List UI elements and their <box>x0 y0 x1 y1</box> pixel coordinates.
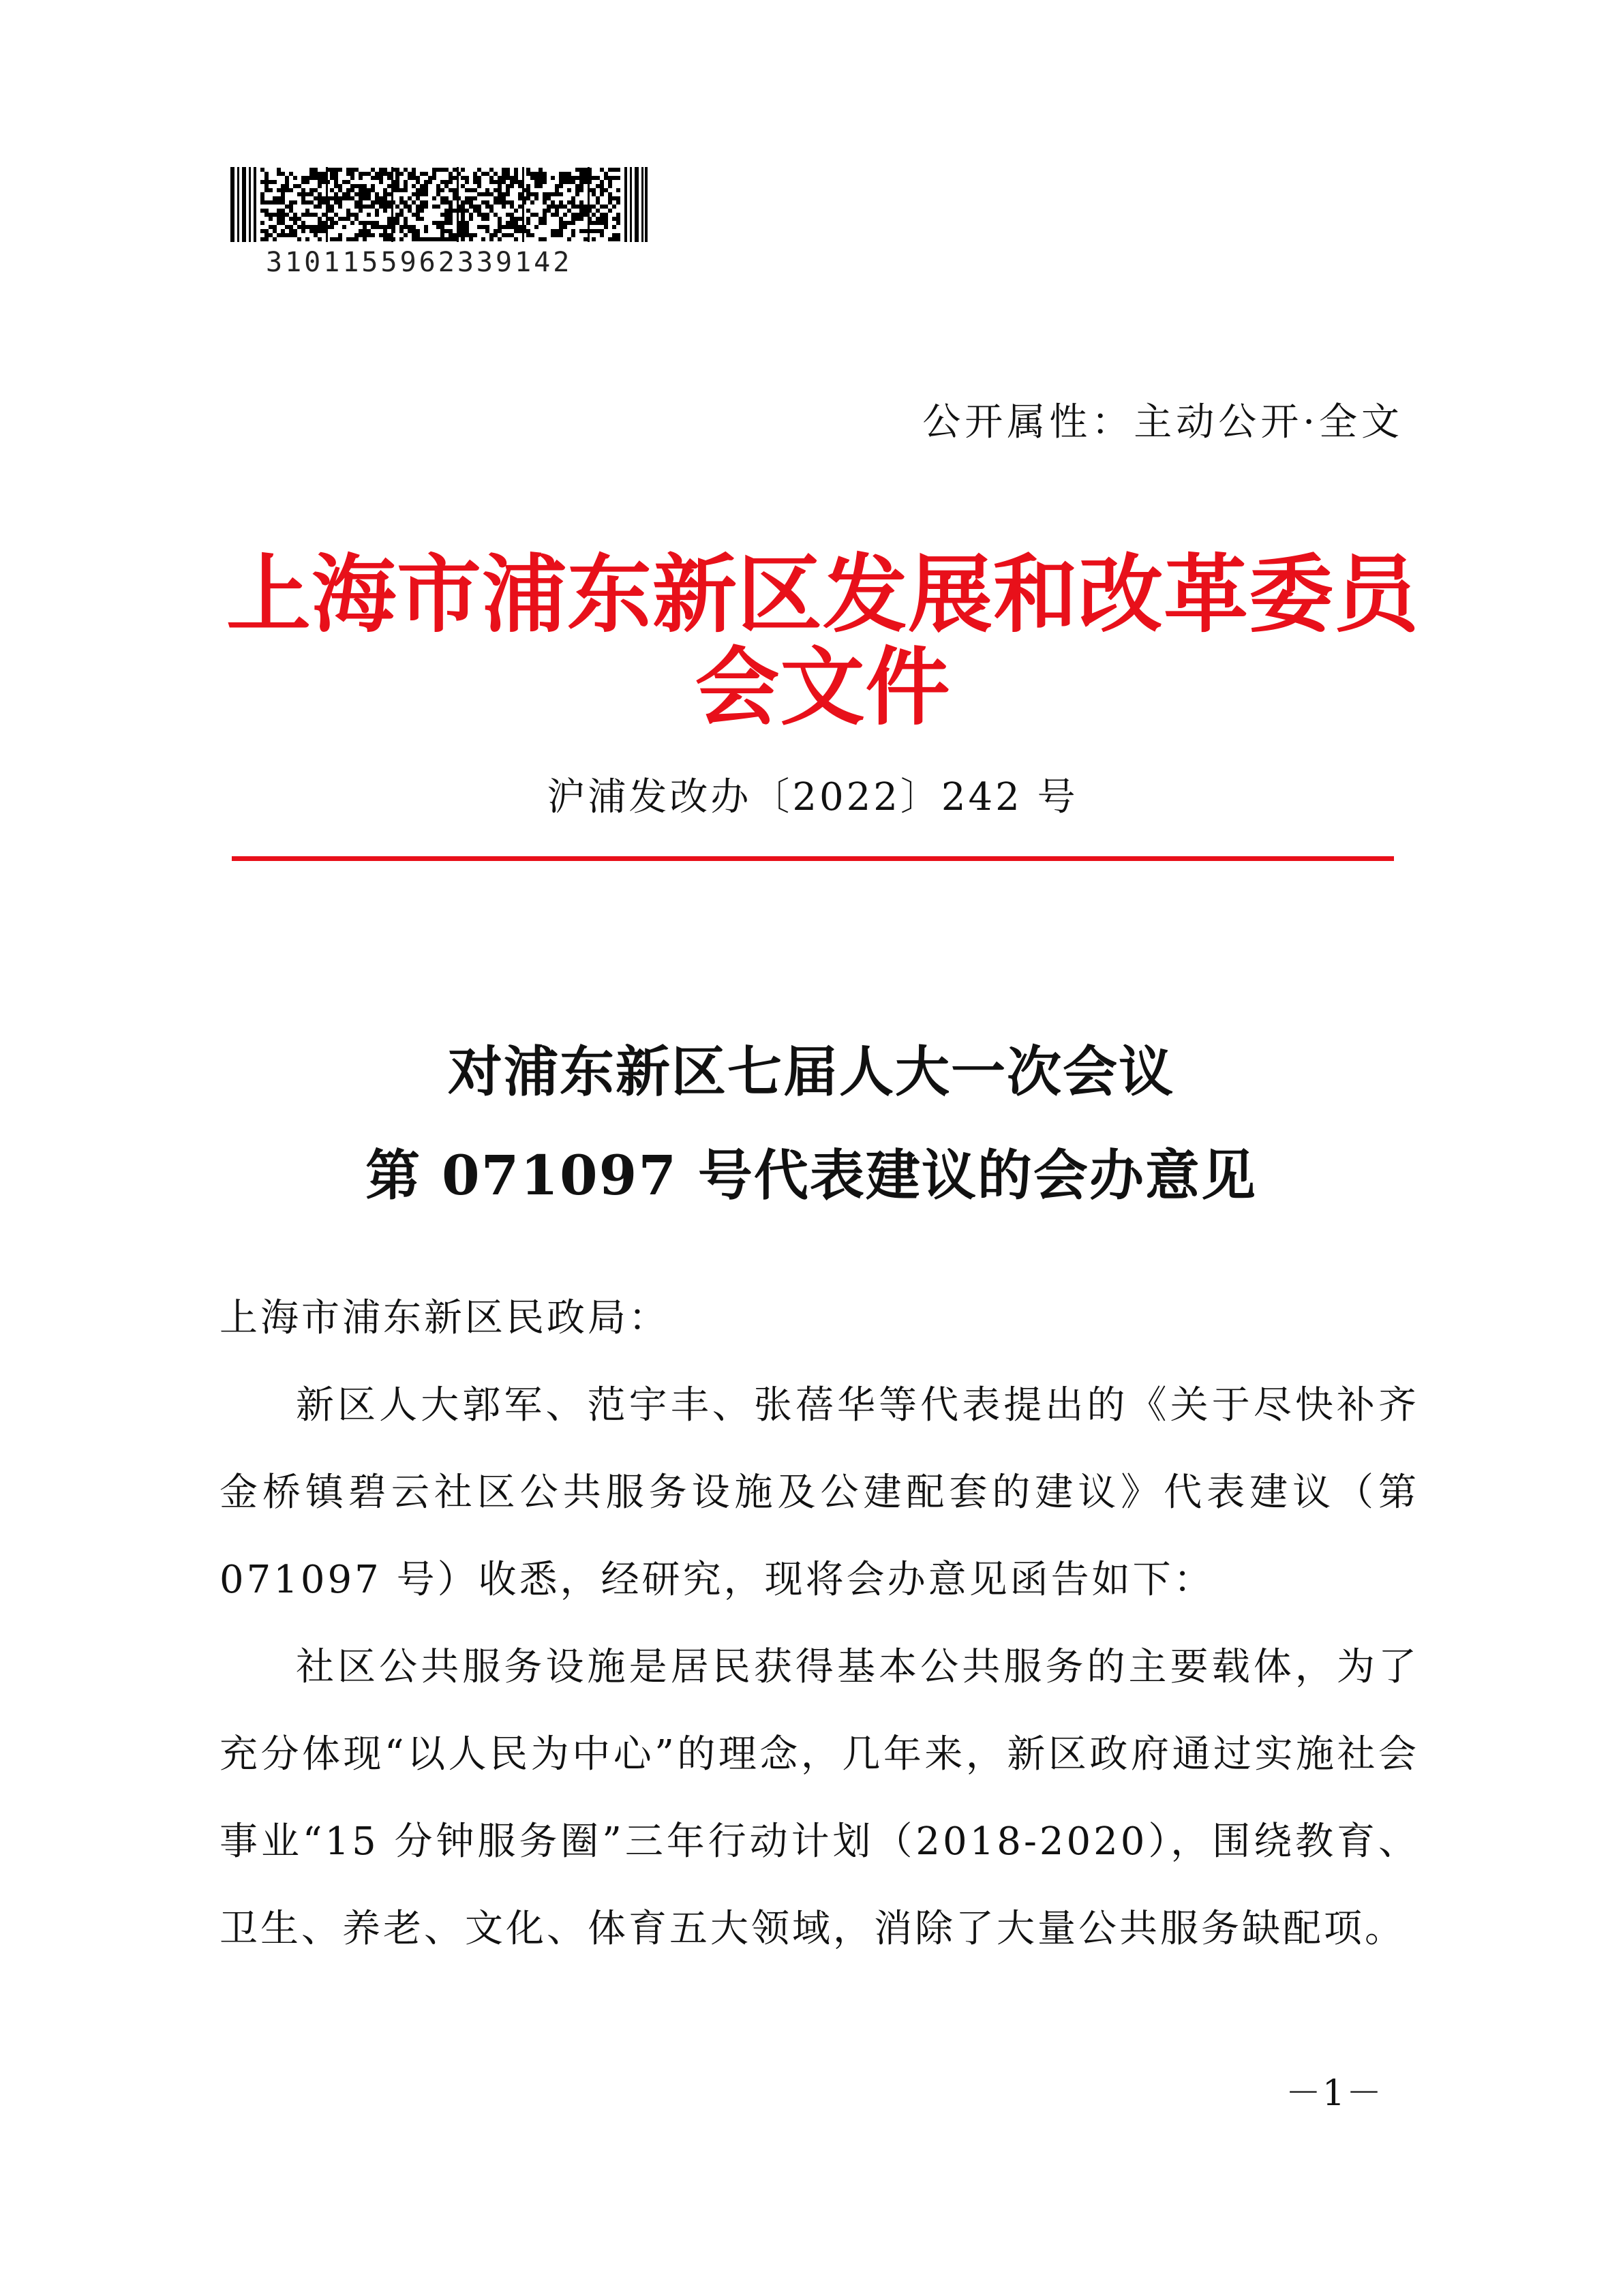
document-body <box>219 1275 1419 1973</box>
red-separator-line <box>232 856 1394 861</box>
body-paragraph-2: 社区公共服务设施是居民获得基本公共服务的主要载体，为了充分体现“以人民为中心”的理念，几年来，新区政府通过实施社会事业“15 分钟服务圈”三年行动计划（2018-2020），围绕教育、卫生、养老、文化、体育五大领域，消除了大量公共服务缺配项。 <box>219 1645 1419 1951</box>
document-title-line-1: 对浦东新区七届人大一次会议 <box>448 1040 1174 1104</box>
barcode-number: 3101155962339142 <box>266 247 573 278</box>
barcode-pattern <box>260 167 620 242</box>
disclosure-attribute: 公开属性：主动公开·全文 <box>922 400 1404 444</box>
document-number: 沪浦发改办〔2022〕242 号 <box>547 775 1078 819</box>
page-number: －1－ <box>1285 2073 1383 2114</box>
issuer-title: 上海市浦东新区发展和改革委员会文件 <box>226 545 1420 738</box>
document-title-line-2: 第 071097 号代表建议的会办意见 <box>365 1143 1257 1207</box>
addressee: 上海市浦东新区民政局： <box>219 1296 669 1340</box>
barcode-image <box>230 167 648 242</box>
body-paragraph-1: 新区人大郭军、范宇丰、张蓓华等代表提出的《关于尽快补齐金桥镇碧云社区公共服务设施及公建配套的建议》代表建议（第 071097 号）收悉，经研究，现将会办意见函告如下： <box>219 1383 1419 1602</box>
